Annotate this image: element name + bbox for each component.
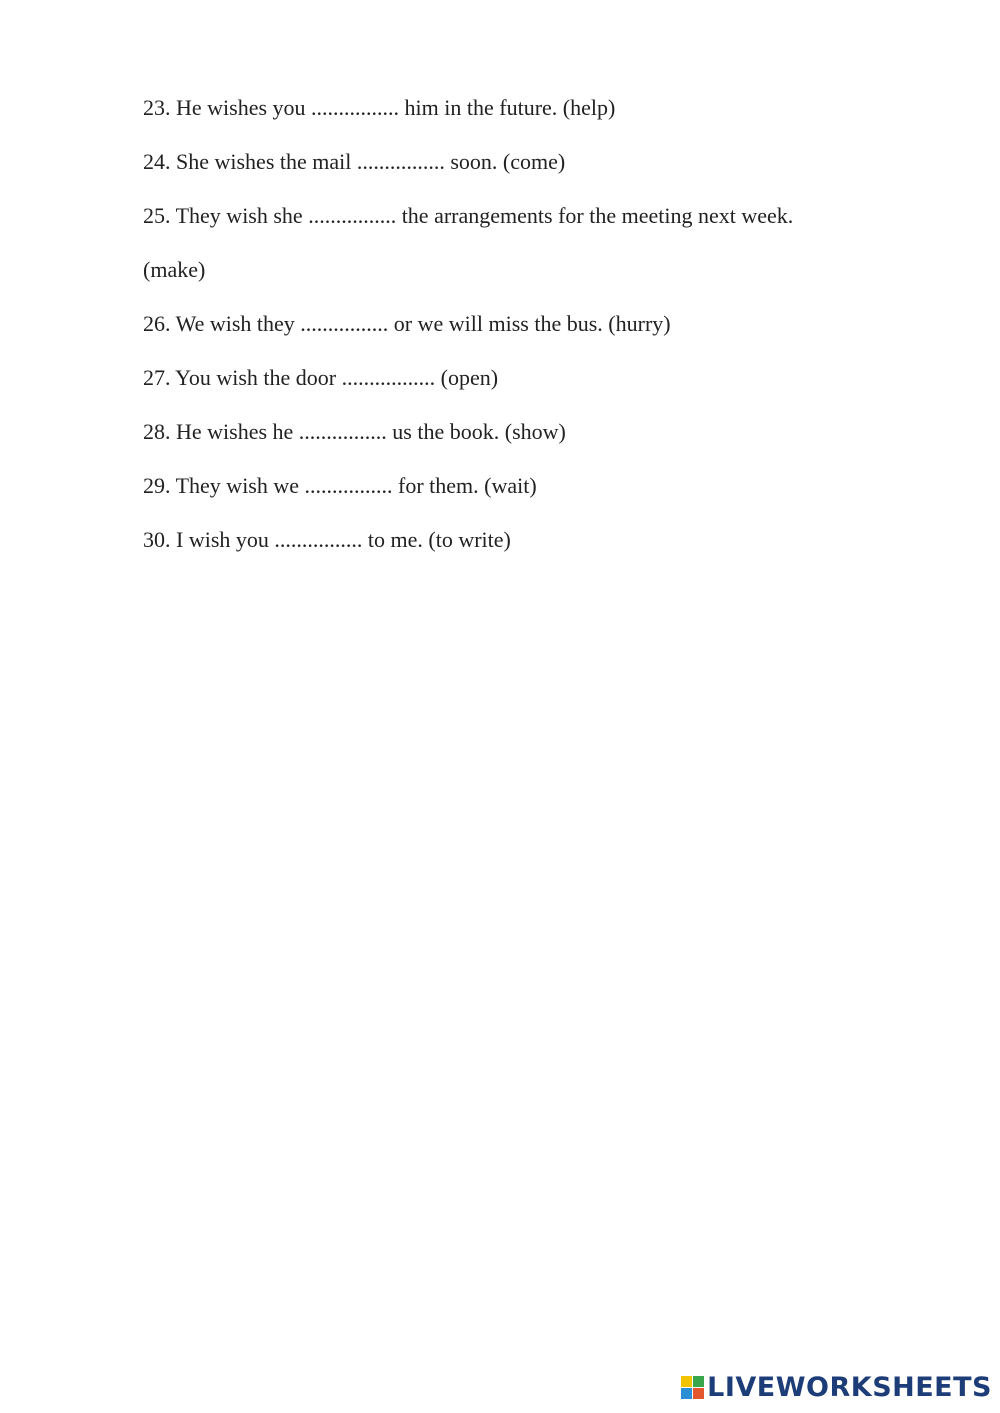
logo-text: LIVEWORKSHEETS xyxy=(707,1371,992,1403)
exercise-item-27: 27. You wish the door ................. (open) xyxy=(143,365,499,390)
exercise-item-29: 29. They wish we ................ for them. (wait) xyxy=(143,473,537,498)
exercise-item-28: 28. He wishes he ................ us the book. (show) xyxy=(143,419,566,444)
exercise-item-25-continuation: (make) xyxy=(143,257,206,282)
logo-grid-icon xyxy=(681,1376,704,1399)
logo-square-red xyxy=(693,1388,704,1399)
exercise-item-24: 24. She wishes the mail ................ soon. (come) xyxy=(143,149,566,174)
logo-square-blue xyxy=(681,1388,692,1399)
exercise-item-30: 30. I wish you ................ to me. (to write) xyxy=(143,527,511,552)
liveworksheets-logo[interactable] xyxy=(681,1367,992,1407)
exercise-item-26: 26. We wish they ................ or we will miss the bus. (hurry) xyxy=(143,311,671,336)
exercise-list xyxy=(143,92,903,578)
exercise-item-23: 23. He wishes you ................ him in the future. (help) xyxy=(143,95,616,120)
exercise-item-25: 25. They wish she ................ the arrangements for the meeting next week. xyxy=(143,203,794,228)
logo-square-green xyxy=(693,1376,704,1387)
logo-square-yellow xyxy=(681,1376,692,1387)
